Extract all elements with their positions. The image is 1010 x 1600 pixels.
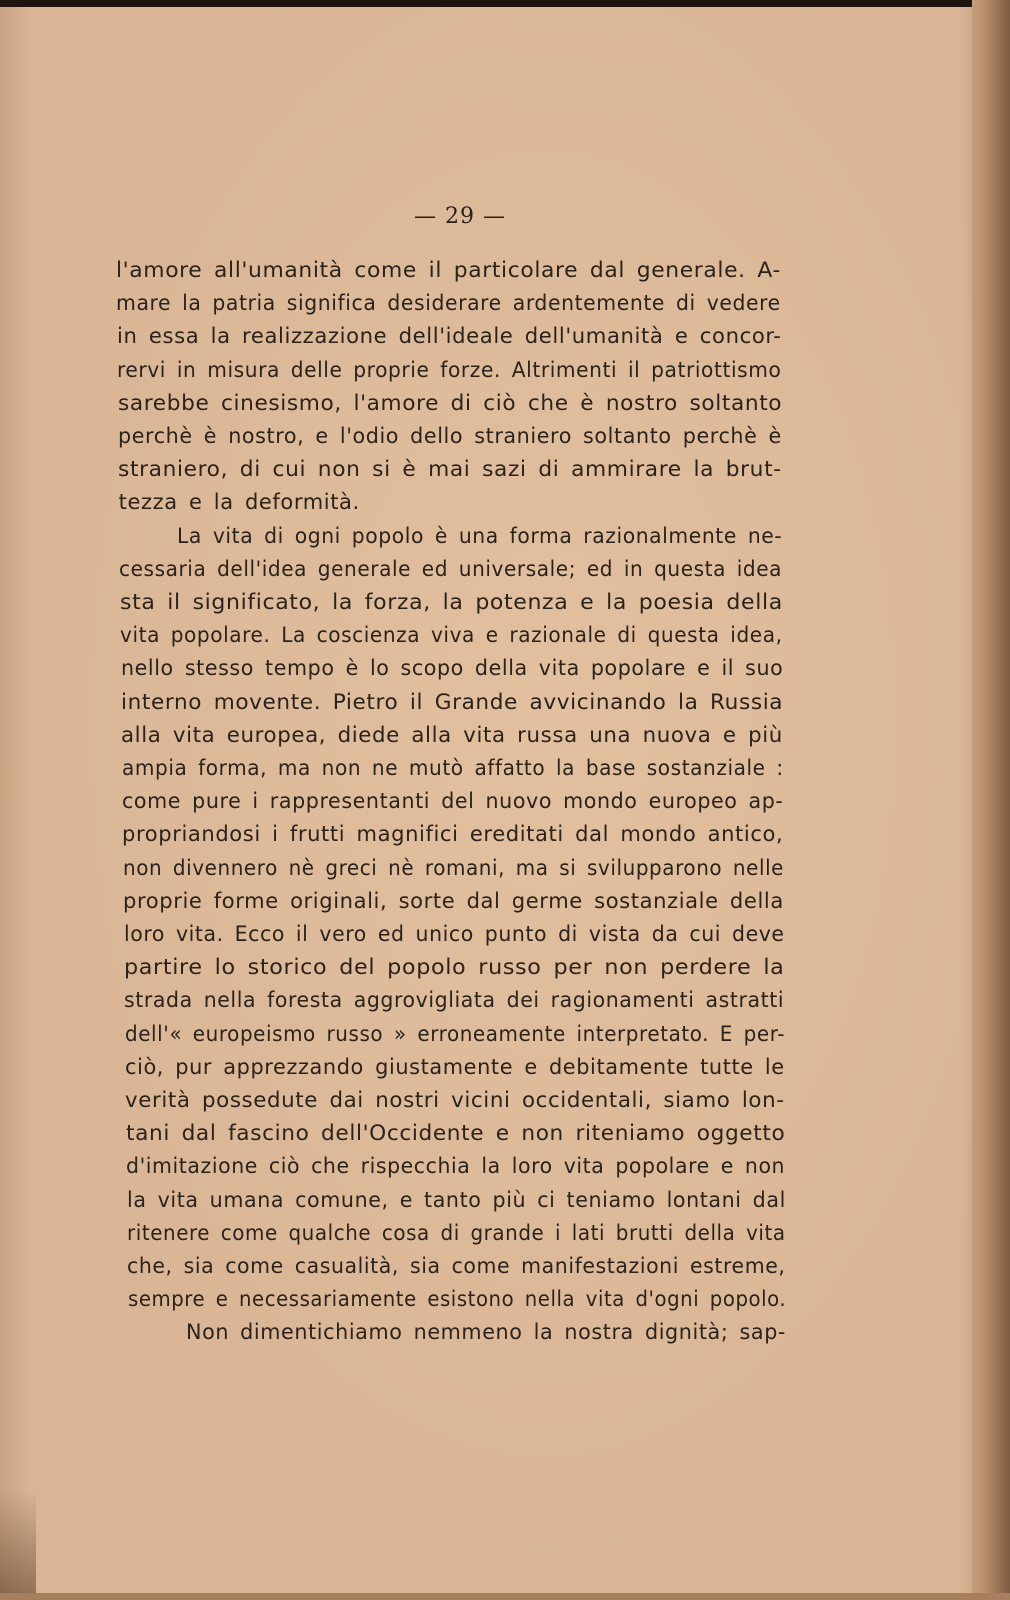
text-line: perchè è nostro, e l'odio dello straniero soltanto perchè è [117,424,782,448]
text-line: sarebbe cinesismo, l'amore di ciò che è nostro soltanto [117,390,782,415]
page-right-edge [972,0,1010,1600]
page-left-shadow [0,1490,36,1600]
text-line: rervi in misura delle proprie forze. Altrimenti il patriottismo [117,357,782,382]
text-line: tani dal fascino dell'Occidente e non riteniamo oggetto [125,1121,786,1146]
text-line: dell'« europeismo russo » erroneamente interpretato. E per- [124,1021,785,1046]
text-line: strada nella foresta aggrovigliata dei ragionamenti astratti [124,988,785,1013]
text-line: proprie forme originali, sorte dal germe sostanziale della [123,888,784,913]
text-line: d'imitazione ciò che rispecchia la loro vita popolare e non [126,1154,786,1179]
text-line: La vita di ogni popolo è una forma razionalmente ne- [177,523,783,548]
text-line: mare la patria significa desiderare ardentemente di vedere [116,291,782,316]
text-line: cessaria dell'idea generale ed universale; ed in questa idea [119,556,783,581]
text-line: come pure i rappresentanti del nuovo mondo europeo ap- [122,789,784,814]
text-line: loro vita. Ecco il vero ed unico punto di vista da cui deve [123,922,785,946]
text-line: sta il significato, la forza, la potenza e la poesia della [119,590,783,614]
text-line: tezza e la deformità. [118,490,360,515]
text-line: Non dimentichiamo nemmeno la nostra dignità; sap- [186,1320,787,1345]
text-line: sempre e necessariamente esistono nella vita d'ogni popolo. [127,1287,786,1312]
text-line: verità possedute dai nostri vicini occidentali, siamo lon- [125,1088,785,1112]
page-bottom-edge [0,1593,1010,1600]
text-line: non divennero nè greci nè romani, ma si svilupparono nelle [122,855,784,880]
text-line: alla vita europea, diede alla vita russa una nuova e più [121,722,784,747]
page-top-edge [0,0,1010,7]
text-line: vita popolare. La coscienza viva e razionale di questa idea, [120,623,783,648]
text-line: ritenere come qualche cosa di grande i lati brutti della vita [126,1220,786,1245]
text-line: l'amore all'umanità come il particolare dal generale. A- [116,258,782,282]
text-line: ampia forma, ma non ne mutò affatto la base sostanziale : [121,756,784,780]
page-number: — 29 — [414,204,506,229]
text-line: partire lo storico del popolo russo per non perdere la [123,955,785,980]
text-line: che, sia come casualità, sia come manifestazioni estreme, [127,1254,786,1278]
text-line: in essa la realizzazione dell'ideale dell'umanità e concor- [116,324,782,349]
text-line: ciò, pur apprezzando giustamente e debitamente tutte le [125,1054,785,1079]
text-line: nello stesso tempo è lo scopo della vita popolare e il suo [120,656,783,681]
text-line: straniero, di cui non si è mai sazi di ammirare la brut- [118,457,782,482]
text-line: interno movente. Pietro il Grande avvicinando la Russia [120,689,784,714]
text-line: la vita umana comune, e tanto più ci teniamo lontani dal [126,1187,786,1212]
text-line: propriandosi i frutti magnifici ereditati dal mondo antico, [122,822,784,847]
